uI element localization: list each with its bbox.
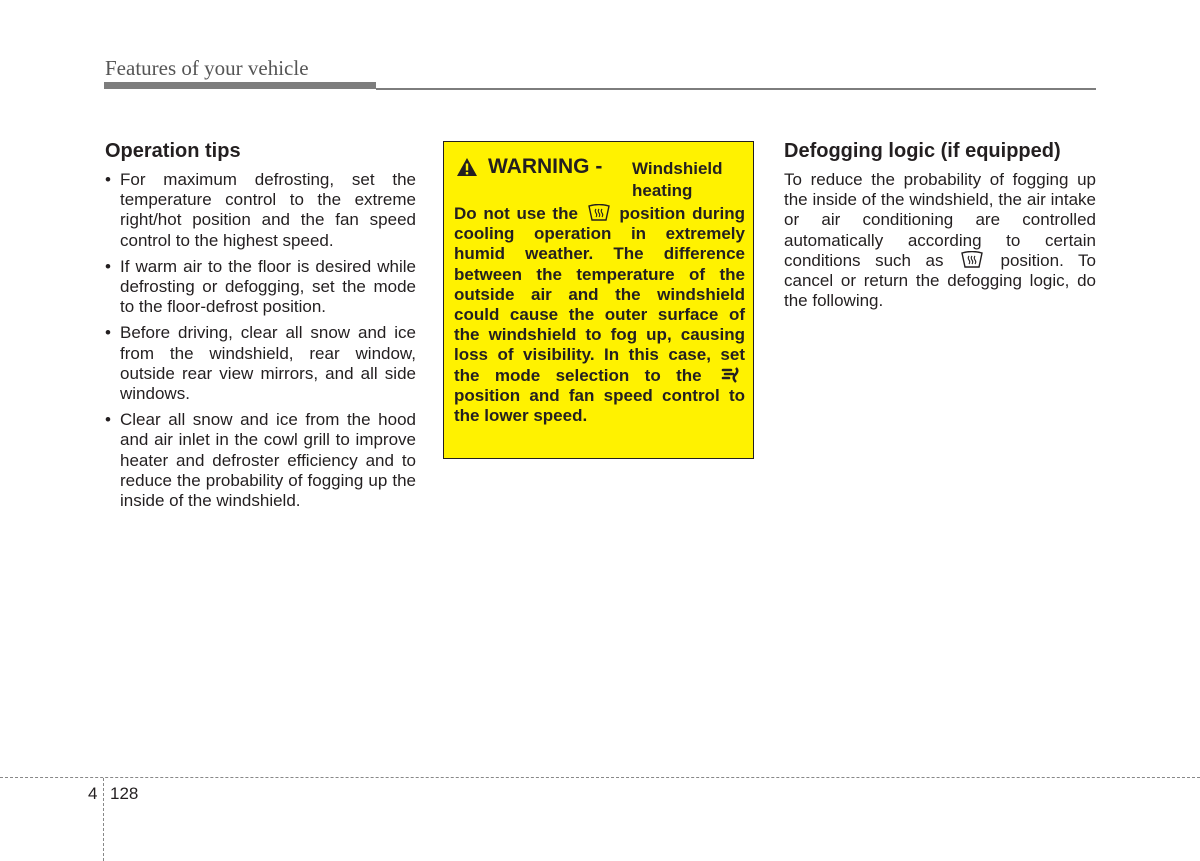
face-vent-mode-icon [719,366,743,384]
chapter-number: 4 [88,784,98,803]
operation-tips-list [105,170,416,511]
warning-body-text: position during cooling operation in extremely humid weather. The difference between the temperature of the outside air and the windshield could cause the outer surface of the windshield to fog up, causing loss of visibility. In this case, set the mode selection to the [454,204,745,385]
page-number: 128 [110,784,139,803]
footer-rule [0,777,1200,778]
warning-body [454,204,745,426]
warning-label: WARNING - [488,155,603,178]
tip-item: • If warm air to the floor is desired while defrosting or defogging, set the mode to the floor-defrost position. [105,257,416,318]
tip-item: • For maximum defrosting, set the temperature control to the extreme right/hot position and the fan speed control to the highest speed. [105,170,416,251]
windshield-defrost-icon [587,204,611,222]
warning-body-text: Do not use the [454,204,578,223]
footer-divider [103,778,104,861]
warning-triangle-icon [456,157,478,177]
warning-subtitle: Windshield heating [632,159,723,200]
warning-body-text: position and fan speed control to the lower speed. [454,385,745,426]
header-bar-rule [376,88,1096,90]
defogging-text-part: To reduce the probability of fogging up the inside of the windshield, the air intake or air conditioning are controlled automatically according to certain conditions such as [784,170,1096,270]
warning-box [443,141,754,459]
operation-tips-column [105,139,416,517]
header-bar-thick [104,82,376,89]
operation-tips-heading: Operation tips [105,140,241,162]
defogging-logic-heading: Defogging logic (if equipped) [784,140,1061,162]
windshield-defrost-icon [960,251,984,269]
defogging-text-part: position. To cancel or return the defogging logic, do the following. [784,250,1096,311]
defogging-logic-column [784,139,1096,311]
tip-item: • Before driving, clear all snow and ice from the windshield, rear window, outside rear view mirrors, and all side windows. [105,323,416,404]
tip-item: • Clear all snow and ice from the hood and air inlet in the cowl grill to improve heater and defroster efficiency and to reduce the probability of fogging up the inside of the windshield. [105,410,416,511]
page-header-title: Features of your vehicle [105,56,309,80]
defogging-logic-text [784,170,1096,311]
